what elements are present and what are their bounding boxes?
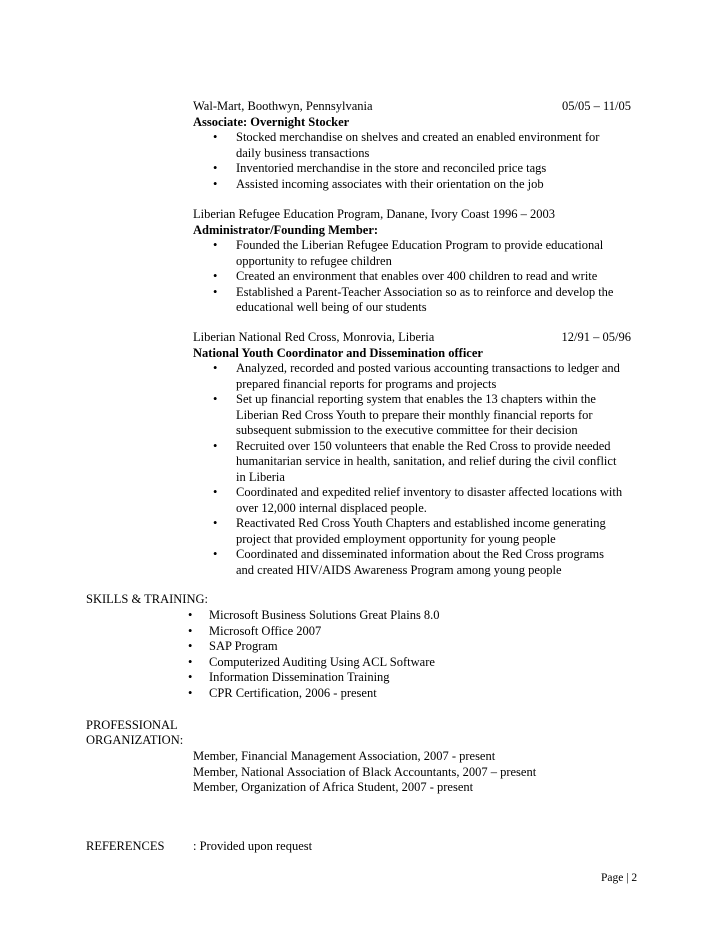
bullet-line: subsequent submission to the executive committee for their decision [236,423,578,437]
skills-list [188,608,440,701]
skill-item [188,686,440,702]
bullet-icon: • [188,654,193,669]
bullet-icon: • [213,238,218,252]
bullet-icon: • [213,485,218,499]
job-bullets [193,238,653,316]
bullet-icon: • [213,438,218,453]
job-bullet [193,177,653,193]
bullet-icon: • [188,623,193,638]
job-header [193,99,653,115]
bullet-line: Set up financial reporting system that enables the 13 chapters within the [236,392,596,406]
skill-text: Microsoft Office 2007 [209,623,322,638]
bullet-line: in Liberia [236,469,285,484]
bullet-icon: • [213,516,218,530]
job-bullet [193,269,653,285]
job-bullets [193,361,653,578]
bullet-icon: • [213,284,218,299]
bullet-line: Recruited over 150 volunteers that enable the Red Cross to provide needed [236,438,611,453]
job-bullet [193,439,653,486]
bullet-icon: • [213,392,218,406]
skill-item [188,624,440,640]
bullet-line: prepared financial reports for programs and projects [236,376,497,391]
job-title: National Youth Coordinator and Dissemination officer [193,345,483,360]
job-dates: 12/91 – 05/96 [561,330,631,344]
job-refugee-education [193,207,653,316]
bullet-line: Established a Parent-Teacher Association so as to reinforce and develop the [236,284,614,299]
references-text: : Provided upon request [193,839,313,853]
job-header [193,330,653,346]
bullet-icon: • [188,670,193,684]
bullet-line: Stocked merchandise on shelves and created an enabled environment for [236,130,600,144]
job-title: Associate: Overnight Stocker [193,114,350,129]
organization-item: Member, Organization of Africa Student, 2007 - present [193,780,474,794]
bullet-icon: • [188,639,193,653]
bullet-icon: • [188,685,193,700]
bullet-line: Created an environment that enables over 400 children to read and write [236,269,598,283]
job-bullets [193,130,653,192]
bullet-icon: • [213,130,218,144]
bullet-icon: • [213,361,218,375]
bullet-line: daily business transactions [236,145,370,160]
skill-text: SAP Program [209,639,278,653]
job-bullet [193,516,653,547]
organization-item: Member, National Association of Black Accountants, 2007 – present [193,764,537,779]
bullet-line: Reactivated Red Cross Youth Chapters and established income generating [236,516,606,530]
skill-item [188,608,440,624]
job-bullet [193,361,653,392]
bullet-line: Liberian Red Cross Youth to prepare their monthly financial reports for [236,407,593,422]
job-employer: Liberian Refugee Education Program, Danane, Ivory Coast 1996 – 2003 [193,207,556,221]
bullet-line: Analyzed, recorded and posted various accounting transactions to ledger and [236,361,620,375]
bullet-line: Coordinated and expedited relief inventory to disaster affected locations with [236,485,623,499]
job-dates: 05/05 – 11/05 [562,99,631,113]
bullet-line: project that provided employment opportunity for young people [236,531,556,546]
skill-text: Microsoft Business Solutions Great Plains 8.0 [209,608,440,622]
bullet-line: humanitarian service in health, sanitation, and relief during the civil conflict [236,454,617,468]
skill-text: Information Dissemination Training [209,670,390,684]
skill-text: Computerized Auditing Using ACL Software [209,654,435,669]
job-employer: Liberian National Red Cross, Monrovia, Liberia [193,330,435,344]
bullet-line: Coordinated and disseminated information about the Red Cross programs [236,547,604,561]
bullet-line: Assisted incoming associates with their orientation on the job [236,176,544,191]
job-bullet [193,161,653,177]
job-bullet [193,485,653,516]
bullet-icon: • [213,547,218,561]
job-header [193,207,653,223]
job-walmart [193,99,653,192]
professional-label-line1: PROFESSIONAL [86,718,178,732]
bullet-line: over 12,000 internal displaced people. [236,500,427,515]
bullet-line: Founded the Liberian Refugee Education Program to provide educational [236,238,604,252]
references-label: REFERENCES [86,839,165,853]
bullet-icon: • [213,176,218,191]
job-bullet [193,238,653,269]
bullet-line: Inventoried merchandise in the store and reconciled price tags [236,161,547,175]
bullet-icon: • [213,269,218,283]
skill-text: CPR Certification, 2006 - present [209,685,377,700]
organization-list [193,749,536,796]
bullet-icon: • [213,161,218,175]
job-employer: Wal-Mart, Boothwyn, Pennsylvania [193,99,373,113]
job-bullet [193,392,653,439]
organization-item: Member, Financial Management Association, 2007 - present [193,749,496,763]
page-number: Page | 2 [601,872,638,884]
job-bullet [193,547,653,578]
bullet-line: educational well being of our students [236,300,427,314]
skill-item [188,639,440,655]
skill-item [188,655,440,671]
job-bullet [193,285,653,316]
professional-label-line2: ORGANIZATION: [86,733,184,747]
bullet-line: and created HIV/AIDS Awareness Program among young people [236,562,562,577]
job-title: Administrator/Founding Member: [193,222,379,237]
skills-label: SKILLS & TRAINING: [86,592,208,606]
bullet-icon: • [188,608,193,622]
bullet-line: opportunity to refugee children [236,253,392,268]
job-red-cross [193,330,653,578]
job-bullet [193,130,653,161]
skill-item [188,670,440,686]
